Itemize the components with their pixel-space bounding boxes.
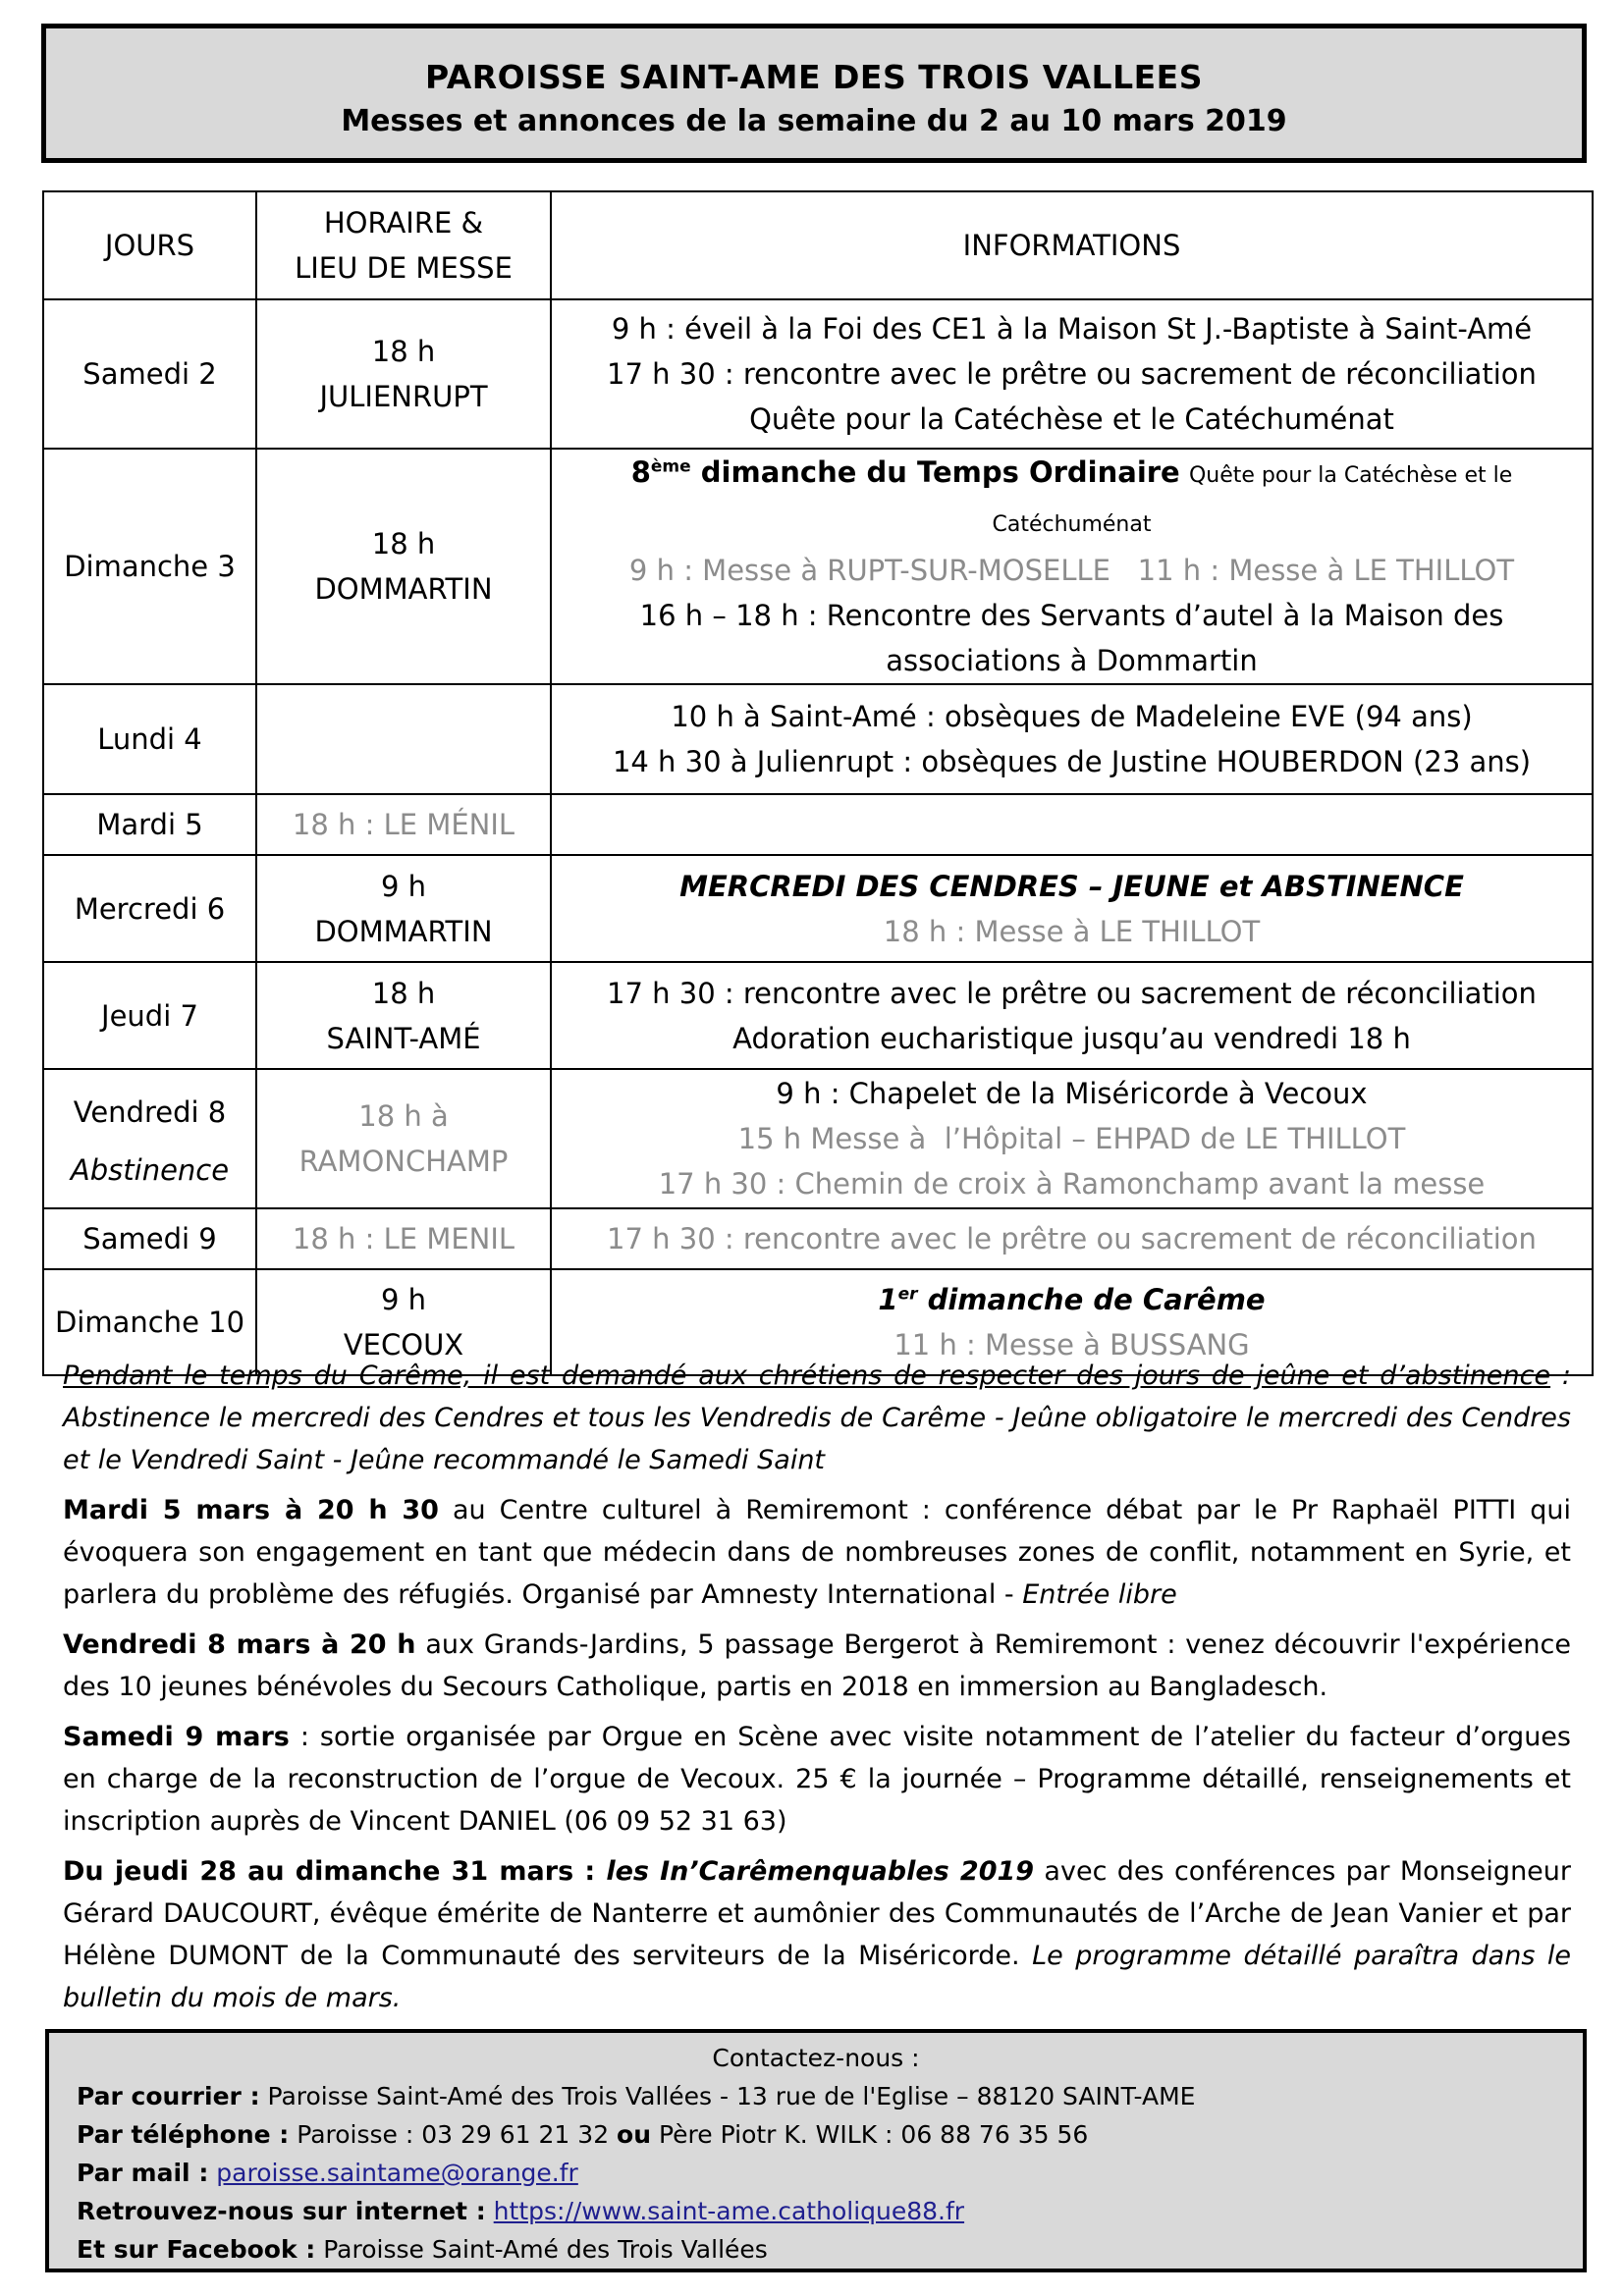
info-line: 18 h : Messe à LE THILLOT bbox=[883, 914, 1261, 948]
contact-box bbox=[45, 2029, 1587, 2272]
conference-body: au Centre culturel à Remiremont : conférence débat par le Pr Raphaël PITTI qui évoquera son engagement en tant que médecin dans de nombreuses zones de conflit, notamment en Syrie, et parlera du problème des réfugiés. Organisé par Amnesty International - bbox=[63, 1495, 1572, 1610]
info-cell bbox=[551, 684, 1593, 794]
mass-cell bbox=[256, 962, 551, 1069]
day-cell: Dimanche 3 bbox=[43, 449, 256, 684]
table-row bbox=[43, 299, 1593, 449]
info-title: MERCREDI DES CENDRES – JEUNE et ABSTINENCE bbox=[679, 869, 1464, 903]
column-header-info: INFORMATIONS bbox=[551, 191, 1593, 299]
contact-title: Contactez-nous : bbox=[712, 2044, 920, 2072]
incaremenquables-title: les In’Carêmenquables 2019 bbox=[606, 1856, 1035, 1887]
day-cell bbox=[43, 1069, 256, 1208]
bulletin-header bbox=[41, 24, 1587, 163]
mass-place: SAINT-AMÉ bbox=[326, 1021, 481, 1055]
mail-label: Par mail : bbox=[77, 2159, 209, 2187]
mass-time: 18 h bbox=[371, 976, 436, 1010]
mass-cell bbox=[256, 684, 551, 794]
mass-time: 18 h bbox=[371, 335, 436, 368]
info-line: 14 h 30 à Julienrupt : obsèques de Justine HOUBERDON (23 ans) bbox=[612, 745, 1532, 778]
orgue-body: : sortie organisée par Orgue en Scène avec visite notamment de l’atelier du facteur d’orgues en charge de la reconstruction de l’orgue de Vecoux. 25 € la journée – Programme détaillé, renseignements et inscription auprès de Vincent DANIEL (06 09 52 31 63) bbox=[63, 1722, 1571, 1837]
info-cell: 17 h 30 : rencontre avec le prêtre ou sacrement de réconciliation bbox=[551, 1208, 1593, 1269]
info-line: 11 h : Messe à BUSSANG bbox=[893, 1328, 1250, 1362]
contact-telephone bbox=[77, 2115, 1583, 2154]
lent-notice-heading: Pendant le temps du Carême, il est demandé aux chrétiens de respecter des jours de jeûne et d’abstinence bbox=[63, 1361, 1551, 1391]
info-cell bbox=[551, 449, 1593, 684]
info-line: 17 h 30 : rencontre avec le prêtre ou sacrement de réconciliation bbox=[607, 357, 1537, 391]
info-line: associations à Dommartin bbox=[886, 644, 1258, 677]
info-cell bbox=[551, 855, 1593, 962]
day-note: Abstinence bbox=[70, 1153, 230, 1187]
telephone-parish: Paroisse : 03 29 61 21 32 bbox=[289, 2120, 618, 2149]
table-row bbox=[43, 449, 1593, 684]
contact-mail bbox=[77, 2154, 1583, 2192]
contact-courrier bbox=[77, 2077, 1583, 2115]
mass-cell bbox=[256, 449, 551, 684]
mass-schedule-table bbox=[42, 190, 1594, 1376]
day-cell: Lundi 4 bbox=[43, 684, 256, 794]
conference-announcement bbox=[63, 1489, 1571, 1616]
mass-cell: 18 h : LE MENIL bbox=[256, 1208, 551, 1269]
info-title-number: 1 bbox=[878, 1283, 898, 1316]
mail-link[interactable]: paroisse.saintame@orange.fr bbox=[216, 2159, 578, 2187]
contact-internet bbox=[77, 2192, 1583, 2230]
table-header-row bbox=[43, 191, 1593, 299]
courrier-value: Paroisse Saint-Amé des Trois Vallées - 13 rue de l'Eglise – 88120 SAINT-AME bbox=[259, 2082, 1196, 2110]
orgue-date: Samedi 9 mars bbox=[63, 1722, 290, 1752]
facebook-label: Et sur Facebook : bbox=[77, 2235, 316, 2264]
info-line: 9 h : Messe à RUPT-SUR-MOSELLE 11 h : Messe à LE THILLOT bbox=[628, 554, 1515, 587]
info-line: 9 h : Chapelet de la Miséricorde à Vecoux bbox=[776, 1077, 1368, 1110]
mass-place: VECOUX bbox=[343, 1328, 464, 1362]
website-link[interactable]: https://www.saint-ame.catholique88.fr bbox=[493, 2197, 965, 2225]
orgue-announcement bbox=[63, 1716, 1571, 1842]
info-line: 16 h – 18 h : Rencontre des Servants d’autel à la Maison des bbox=[639, 599, 1504, 632]
info-line: 9 h : éveil à la Foi des CE1 à la Maison St J.-Baptiste à Saint-Amé bbox=[611, 312, 1533, 346]
day-cell: Mercredi 6 bbox=[43, 855, 256, 962]
info-line: Adoration eucharistique jusqu’au vendredi 18 h bbox=[732, 1021, 1411, 1055]
mass-time: 18 h à bbox=[358, 1099, 449, 1133]
info-title-ordinal: er bbox=[897, 1284, 918, 1305]
week-subtitle: Messes et annonces de la semaine du 2 au 10 mars 2019 bbox=[341, 104, 1287, 138]
info-title-line bbox=[556, 450, 1588, 548]
day-cell: Mardi 5 bbox=[43, 794, 256, 855]
table-row bbox=[43, 1208, 1593, 1269]
info-cell bbox=[551, 1069, 1593, 1208]
info-line: Quête pour la Catéchèse et le Catéchuménat bbox=[749, 402, 1394, 436]
mass-cell bbox=[256, 855, 551, 962]
info-line: 17 h 30 : Chemin de croix à Ramonchamp avant la messe bbox=[658, 1167, 1486, 1201]
table-row bbox=[43, 962, 1593, 1069]
parish-title: PAROISSE SAINT-AME DES TROIS VALLEES bbox=[425, 58, 1203, 96]
day-cell: Samedi 9 bbox=[43, 1208, 256, 1269]
telephone-label: Par téléphone : bbox=[77, 2120, 290, 2149]
info-title: dimanche du Temps Ordinaire bbox=[690, 455, 1180, 489]
mass-place: DOMMARTIN bbox=[314, 914, 493, 948]
mass-time: 9 h bbox=[380, 869, 427, 903]
table-row bbox=[43, 794, 1593, 855]
conference-entry: Entrée libre bbox=[1022, 1579, 1177, 1610]
secours-body: aux Grands-Jardins, 5 passage Bergerot à Remiremont : venez découvrir l'expérience des 10 jeunes bénévoles du Secours Catholique, partis en 2018 en immersion au Bangladesch. bbox=[63, 1629, 1571, 1702]
day-cell: Jeudi 7 bbox=[43, 962, 256, 1069]
secours-announcement bbox=[63, 1624, 1571, 1708]
mass-time: 9 h bbox=[380, 1283, 427, 1316]
table-row bbox=[43, 684, 1593, 794]
info-line: 10 h à Saint-Amé : obsèques de Madeleine EVE (94 ans) bbox=[671, 700, 1473, 733]
announcements bbox=[63, 1355, 1571, 2027]
info-title-line bbox=[556, 1277, 1588, 1322]
info-cell bbox=[551, 299, 1593, 449]
incaremenquables-announcement bbox=[63, 1850, 1571, 2019]
table-row bbox=[43, 855, 1593, 962]
day-cell: Dimanche 10 bbox=[43, 1269, 256, 1375]
column-header-mass-line1: HORAIRE & bbox=[323, 206, 484, 240]
day-name: Vendredi 8 bbox=[73, 1095, 227, 1129]
telephone-or: ou bbox=[617, 2120, 652, 2149]
column-header-mass bbox=[256, 191, 551, 299]
day-cell: Samedi 2 bbox=[43, 299, 256, 449]
mass-place: DOMMARTIN bbox=[314, 572, 493, 606]
column-header-days: JOURS bbox=[43, 191, 256, 299]
courrier-label: Par courrier : bbox=[77, 2082, 260, 2110]
lent-notice-body: : Abstinence le mercredi des Cendres et tous les Vendredis de Carême - Jeûne obligatoire le mercredi des Cendres et le Vendredi Saint - Jeûne recommandé le Samedi Saint bbox=[63, 1361, 1571, 1475]
incaremenquables-body: avec des conférences par Monseigneur Gérard DAUCOURT, évêque émérite de Nanterre et aumônier des Communautés de l’Arche de Jean Vanier et par Hélène DUMONT de la Communauté des serviteurs de la Miséricorde. bbox=[63, 1856, 1572, 1971]
telephone-priest: Père Piotr K. WILK : 06 88 76 35 56 bbox=[651, 2120, 1089, 2149]
mass-cell: 18 h : LE MÉNIL bbox=[256, 794, 551, 855]
table-row bbox=[43, 1069, 1593, 1208]
mass-time: 18 h bbox=[371, 527, 436, 561]
secours-date: Vendredi 8 mars à 20 h bbox=[63, 1629, 416, 1660]
info-title: dimanche de Carême bbox=[917, 1283, 1266, 1316]
info-title-note: Quête pour la Catéchèse et le Catéchuménat bbox=[992, 463, 1513, 537]
incaremenquables-note: Le programme détaillé paraîtra dans le bulletin du mois de mars. bbox=[63, 1941, 1571, 2013]
info-cell bbox=[551, 794, 1593, 855]
info-title-number: 8 bbox=[630, 455, 651, 489]
mass-place: JULIENRUPT bbox=[319, 380, 488, 413]
info-cell bbox=[551, 962, 1593, 1069]
mass-cell bbox=[256, 1069, 551, 1208]
facebook-value: Paroisse Saint-Amé des Trois Vallées bbox=[315, 2235, 768, 2264]
conference-date: Mardi 5 mars à 20 h 30 bbox=[63, 1495, 439, 1525]
info-line: 15 h Messe à l’Hôpital – EHPAD de LE THILLOT bbox=[737, 1122, 1406, 1155]
mass-place: RAMONCHAMP bbox=[298, 1145, 509, 1178]
column-header-mass-line2: LIEU DE MESSE bbox=[295, 251, 513, 285]
lent-notice bbox=[63, 1355, 1571, 1481]
incaremenquables-date: Du jeudi 28 au dimanche 31 mars : bbox=[63, 1856, 607, 1887]
info-line: 17 h 30 : rencontre avec le prêtre ou sacrement de réconciliation bbox=[607, 976, 1537, 1010]
contact-facebook bbox=[77, 2230, 1583, 2269]
internet-label: Retrouvez-nous sur internet : bbox=[77, 2197, 486, 2225]
mass-cell bbox=[256, 299, 551, 449]
info-title-ordinal: ème bbox=[650, 456, 691, 477]
